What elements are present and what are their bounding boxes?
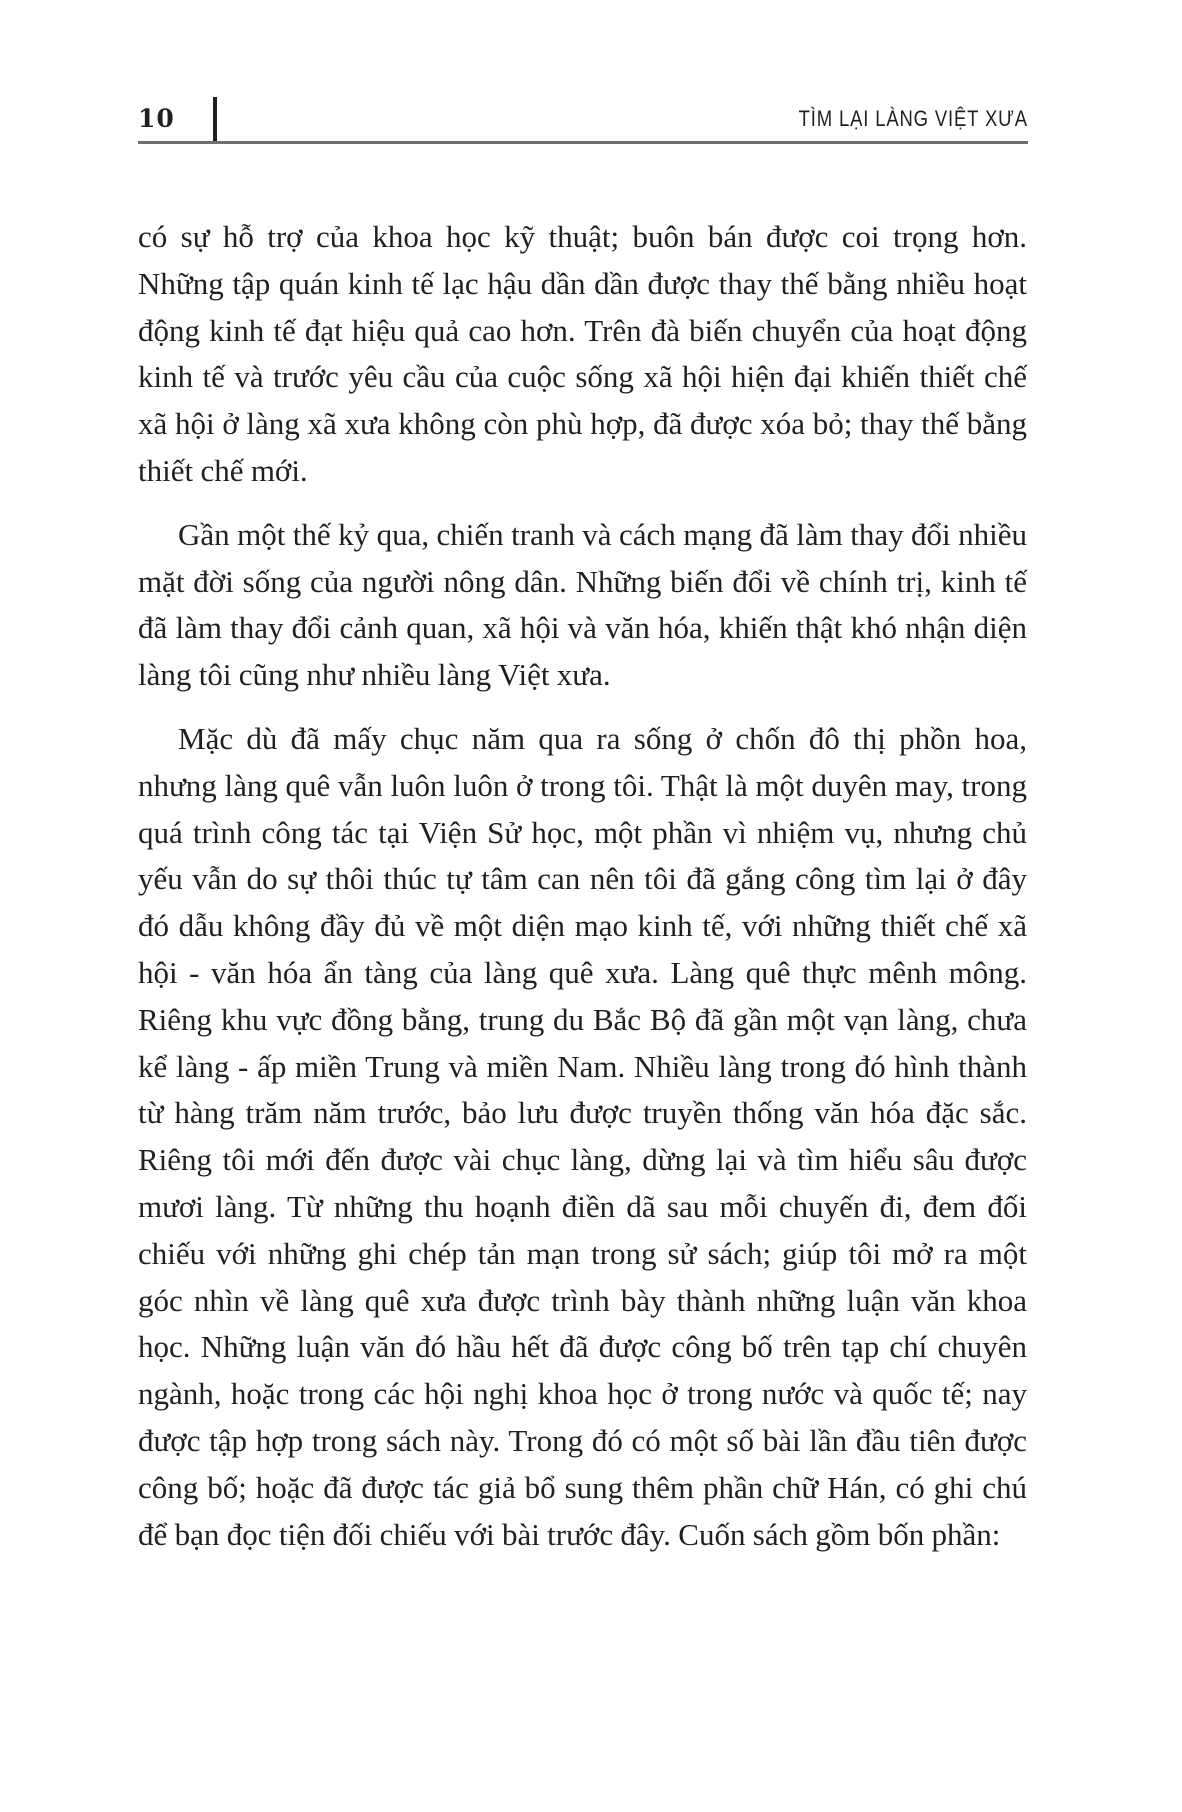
book-title: TÌM LẠI LÀNG VIỆT XƯA — [798, 105, 1028, 131]
paragraph-3: Mặc dù đã mấy chục năm qua ra sống ở chốn đô thị phồn hoa, nhưng làng quê vẫn luôn luôn ở trong tôi. Thật là một duyên may, trong quá trình công tác tại Viện Sử học, một phần vì nhiệm vụ, nhưng chủ yếu vẫn do sự thôi thúc tự tâm can nên tôi đã gắng công tìm lại ở đây đó dẫu không đầy đủ về một diện mạo kinh tế, với những thiết chế xã hội - văn hóa ẩn tàng của làng quê xưa. Làng quê thực mênh mông. Riêng khu vực đồng bằng, trung du Bắc Bộ đã gần một vạn làng, chưa kể làng - ấp miền Trung và miền Nam. Nhiều làng trong đó hình thành từ hàng trăm năm trước, bảo lưu được truyền thống văn hóa đặc sắc. Riêng tôi mới đến được vài chục làng, dừng lại và tìm hiểu sâu được mươi làng. Từ những thu hoạnh điền dã sau mỗi chuyến đi, đem đối chiếu với những ghi chép tản mạn trong sử sách; giúp tôi mở ra một góc nhìn về làng quê xưa được trình bày thành những luận văn khoa học. Những luận văn đó hầu hết đã được công bố trên tạp chí chuyên ngành, hoặc trong các hội nghị khoa học ở trong nước và quốc tế; nay được tập hợp trong sách này. Trong đó có một số bài lần đầu tiên được công bố; hoặc đã được tác giả bổ sung thêm phần chữ Hán, có ghi chú để bạn đọc tiện đối chiếu với bài trước đây. Cuốn sách gồm bốn phần: — [138, 720, 1027, 1552]
paragraph-1: có sự hỗ trợ của khoa học kỹ thuật; buôn bán được coi trọng hơn. Những tập quán kinh tế lạc hậu dần dần được thay thế bằng nhiều hoạt động kinh tế đạt hiệu quả cao hơn. Trên đà biến chuyển của hoạt động kinh tế và trước yêu cầu của cuộc sống xã hội hiện đại khiến thiết chế xã hội ở làng xã xưa không còn phù hợp, đã được xóa bỏ; thay thế bằng thiết chế mới. — [138, 219, 1027, 488]
page-number-group — [138, 96, 217, 141]
header-vertical-rule — [213, 97, 217, 141]
page-number: 10 — [138, 104, 175, 133]
paragraph-2: Gần một thế kỷ qua, chiến tranh và cách mạng đã làm thay đổi nhiều mặt đời sống của người nông dân. Những biến đổi về chính trị, kinh tế đã làm thay đổi cảnh quan, xã hội và văn hóa, khiến thật khó nhận diện làng tôi cũng như nhiều làng Việt xưa. — [138, 516, 1027, 693]
running-header — [138, 96, 1028, 144]
body-text — [138, 214, 1027, 1575]
